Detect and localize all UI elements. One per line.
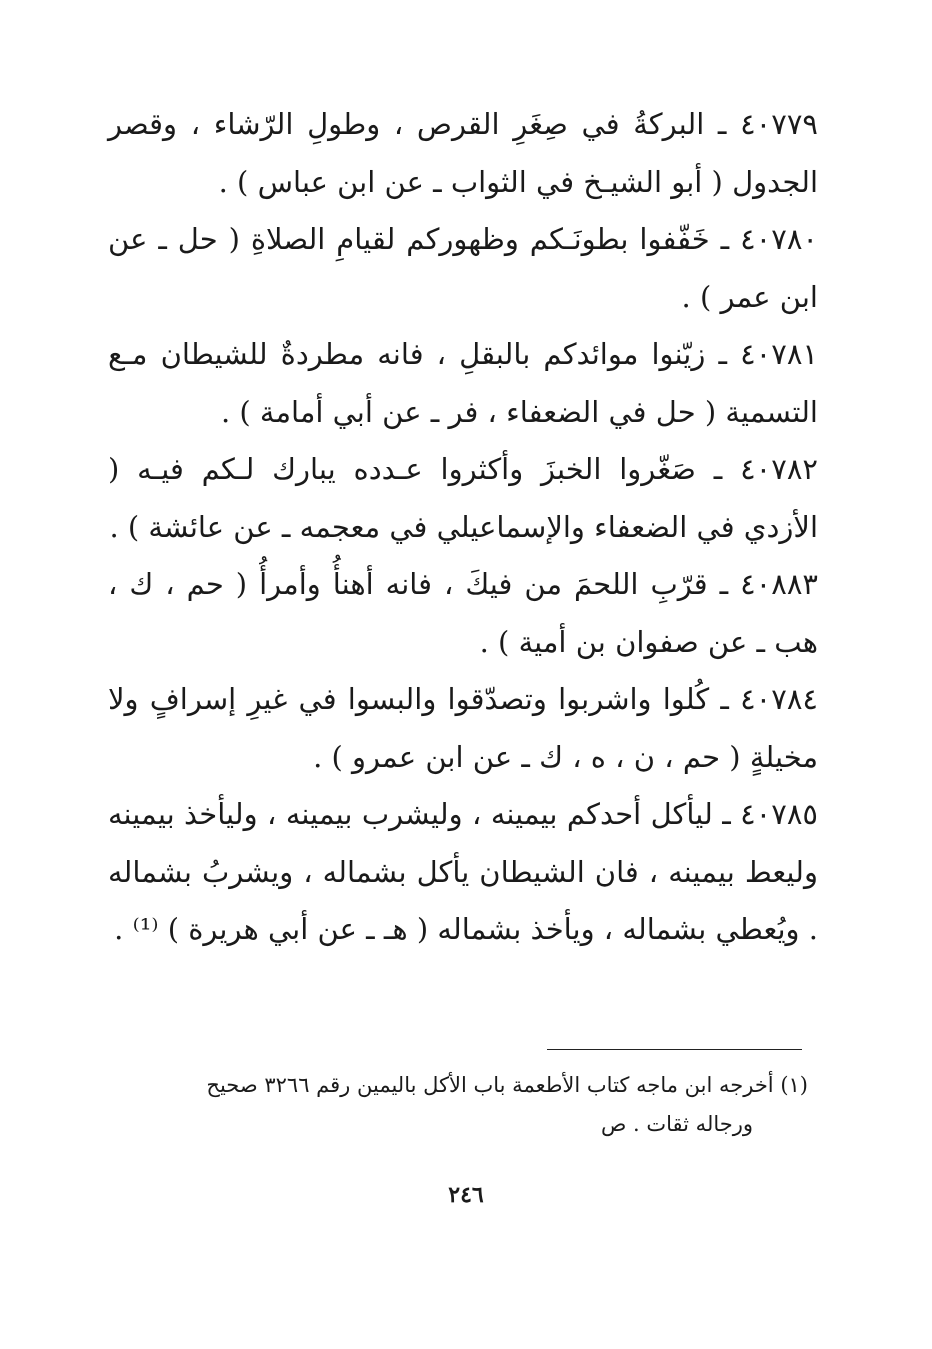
hadith-entry-40780: ٤٠٧٨٠ ـ خَفّفوا بطونَـكم وظهوركم لقيامِ الصلاةِ ( حل ـ عن ابن عمر ) . — [108, 222, 818, 314]
hadith-entry-40785: ٤٠٧٨٥ ـ ليأكل أحدكم بيمينه ، وليشرب بيمينه ، وليأخذ بيمينه وليعط بيمينه ، فان الشيطان يأكل بشماله ، ويشربُ بشماله . ويُعطي بشماله ، ويأخذ بشماله ( هـ ـ عن أبي هريرة ) ⁽¹⁾ . — [108, 797, 818, 946]
hadith-entries — [108, 96, 818, 959]
footnote — [108, 1066, 808, 1144]
hadith-entry-40781: ٤٠٧٨١ ـ زيّنوا موائدكم بالبقلِ ، فانه مطردةٌ للشيطان مـع التسمية ( حل في الضعفاء ، فر ـ عن أبي أمامة ) . — [108, 337, 818, 429]
footnote-line-2: ورجاله ثقات . ص — [600, 1112, 753, 1136]
hadith-entry-40779: ٤٠٧٧٩ ـ البركةُ في صِغَرِ القرص ، وطولِ الرّشاء ، وقصر الجدول ( أبو الشيـخ في الثواب ـ عن ابن عباس ) . — [108, 107, 818, 199]
footnote-line-1: (١) أخرجه ابن ماجه كتاب الأطعمة باب الأكل باليمين رقم ٣٢٦٦ صحيح — [206, 1073, 808, 1097]
page-number: ٢٤٦ — [448, 1182, 484, 1208]
footnote-divider — [547, 1049, 802, 1050]
hadith-entry-40782: ٤٠٧٨٢ ـ صَغّروا الخبزَ وأكثروا عـدده يبارك لـكم فيـه ( الأزدي في الضعفاء والإسماعيلي في معجمه ـ عن عائشة ) . — [108, 452, 818, 544]
hadith-entry-40883: ٤٠٨٨٣ ـ قرّبِ اللحمَ من فيكَ ، فانه أهنأُ وأمرأُ ( حم ، ك ، هب ـ عن صفوان بن أمية ) . — [108, 567, 818, 659]
hadith-entry-40784: ٤٠٧٨٤ ـ كُلوا واشربوا وتصدّقوا والبسوا في غيرِ إسرافٍ ولا مخيلةٍ ( حم ، ن ، ه ، ك ـ عن ابن عمرو ) . — [108, 682, 818, 774]
